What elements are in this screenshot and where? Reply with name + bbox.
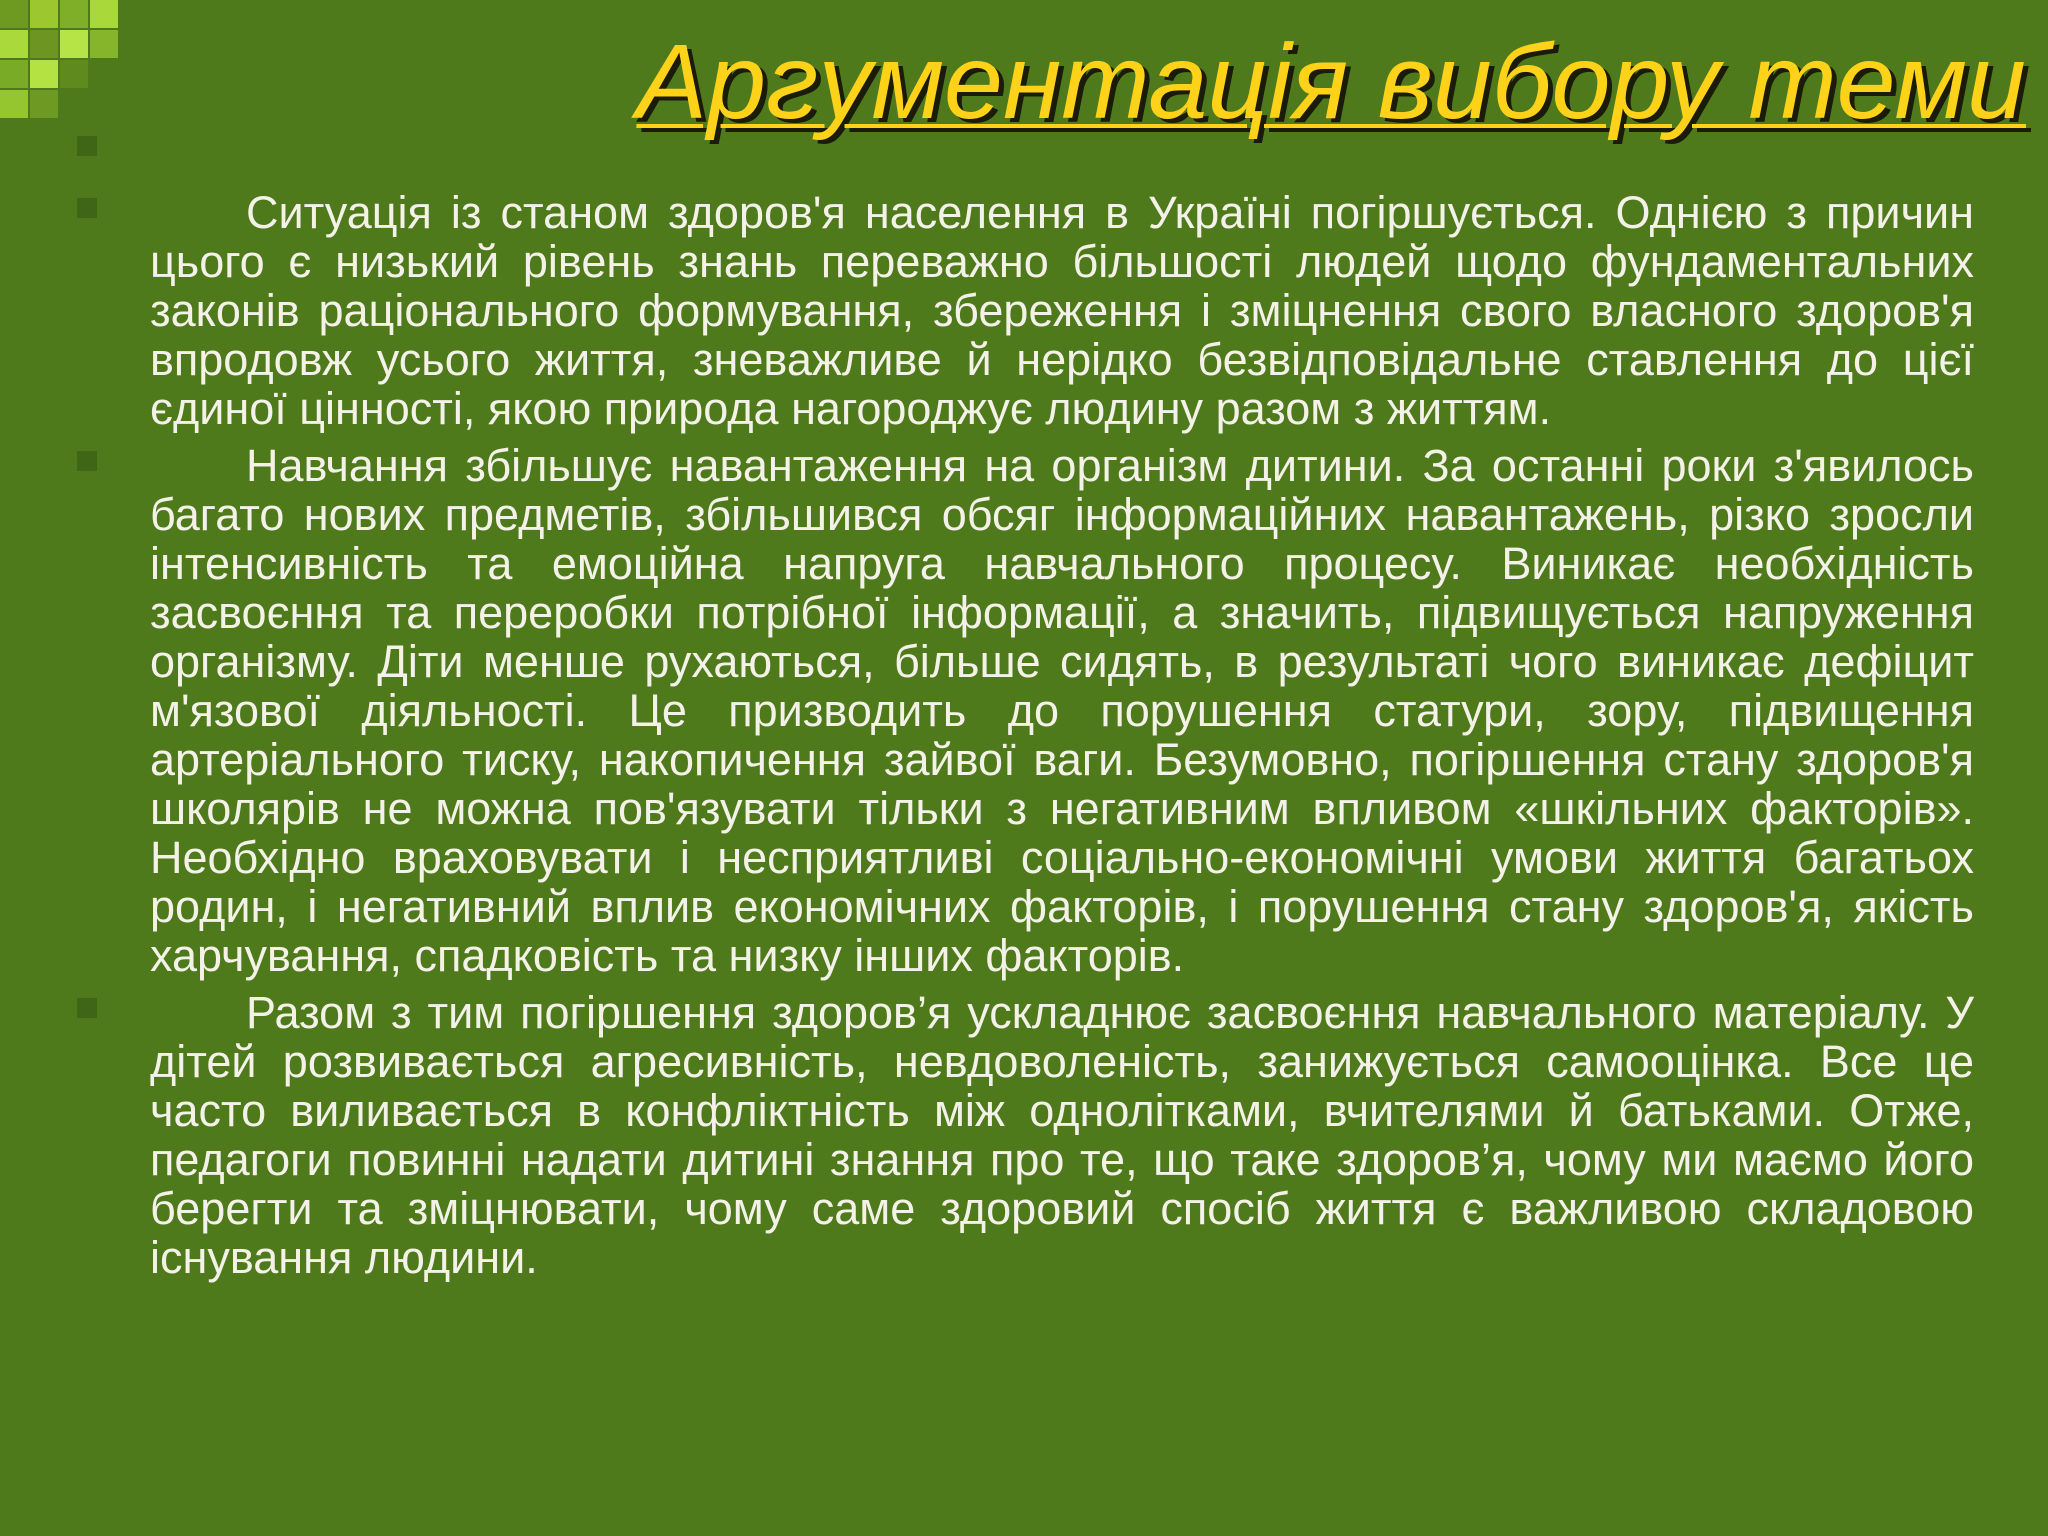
paragraph-3 [150,988,1974,1282]
bullet-list [150,188,1974,1290]
slide-title: Аргументація вибору теми [636,23,2026,141]
bullet-marker [77,198,97,218]
bullet-marker [77,451,97,471]
paragraph-text: Ситуація із станом здоров'я населення в Україні погіршується. Однією з причин цього є низький рівень знань переважно більшості людей щодо фундаментальних законів раціонального формування, збереження і зміцнення свого власного здоров'я впродовж усього життя, зневажливе й нерідко безвідповідальне ставлення до цієї єдиної цінності, якою природа нагороджує людину разом з життям. [150,187,1974,434]
paragraph-text: Навчання збільшує навантаження на організм дитини. За останні роки з'явилось багато нових предметів, збільшився обсяг інформаційних навантажень, різко зросли інтенсивність та емоційна напруга навчального процесу. Виникає необхідність засвоєння та переробки потрібної інформації, а значить, підвищується напруження організму. Діти менше рухаються, більше сидять, в результаті чого виникає дефіцит м'язової діяльності. Це призводить до порушення статури, зору, підвищення артеріального тиску, накопичення зайвої ваги. Безумовно, погіршення стану здоров'я школярів не можна пов'язувати тільки з негативним впливом «шкільних факторів». Необхідно враховувати і несприятливі соціально-економічні умови життя багатьох родин, і негативний вплив економічних факторів, і порушення стану здоров'я, якість харчування, спадковість та низку інших факторів. [150,440,1974,981]
paragraph-2 [150,441,1974,980]
paragraph-1 [150,188,1974,433]
bullet-marker [77,998,97,1018]
paragraph-text: Разом з тим погіршення здоров’я ускладнює засвоєння навчального матеріалу. У дітей розвивається агресивність, невдоволеність, занижується самооцінка. Все це часто виливається в конфліктність між однолітками, вчителями й батьками. Отже, педагоги повинні надати дитині знання про те, що таке здоров’я, чому ми маємо його берегти та зміцнювати, чому саме здоровий спосіб життя є важливою складовою існування людини. [150,987,1974,1283]
bullet-marker [77,136,97,156]
